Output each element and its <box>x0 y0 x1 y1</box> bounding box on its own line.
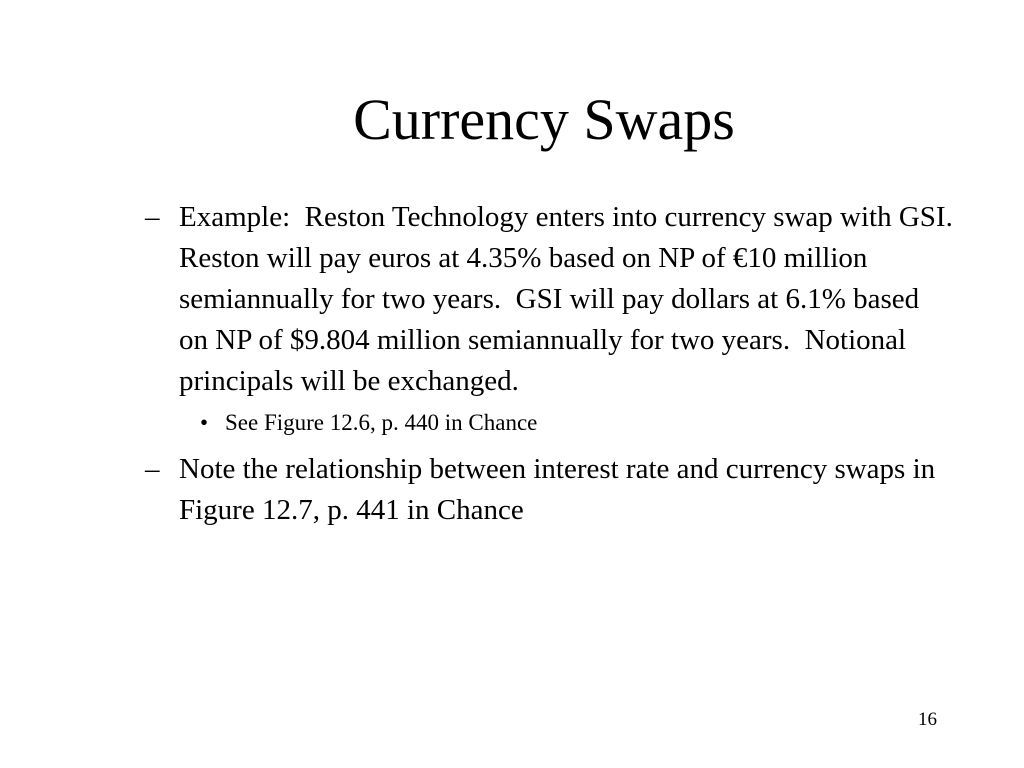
bullet-example-text: Example: Reston Technology enters into currency swap with GSI. Reston will pay euros at 4.35% based on NP of €10 million semiannually for two years. GSI will pay dollars at 6.1% based on NP of $9.804 million semiannually for two years. Notional principals will be exchanged. <box>179 201 968 397</box>
bullet-relationship-note <box>145 449 955 531</box>
slide-title: Currency Swaps <box>353 87 735 152</box>
bullet-example <box>145 197 968 402</box>
bullet-marker: • <box>200 410 209 435</box>
slide-content <box>145 197 968 536</box>
bullet-relationship-text: Note the relationship between interest rate and currency swaps in Figure 12.7, p. 441 in Chance <box>179 453 936 526</box>
dash-marker: – <box>145 201 160 233</box>
dash-marker: – <box>145 453 160 485</box>
sub-bullet-text: See Figure 12.6, p. 440 in Chance <box>225 410 538 435</box>
page-number: 16 <box>918 709 937 730</box>
sub-bullet-figure-reference <box>200 408 955 438</box>
